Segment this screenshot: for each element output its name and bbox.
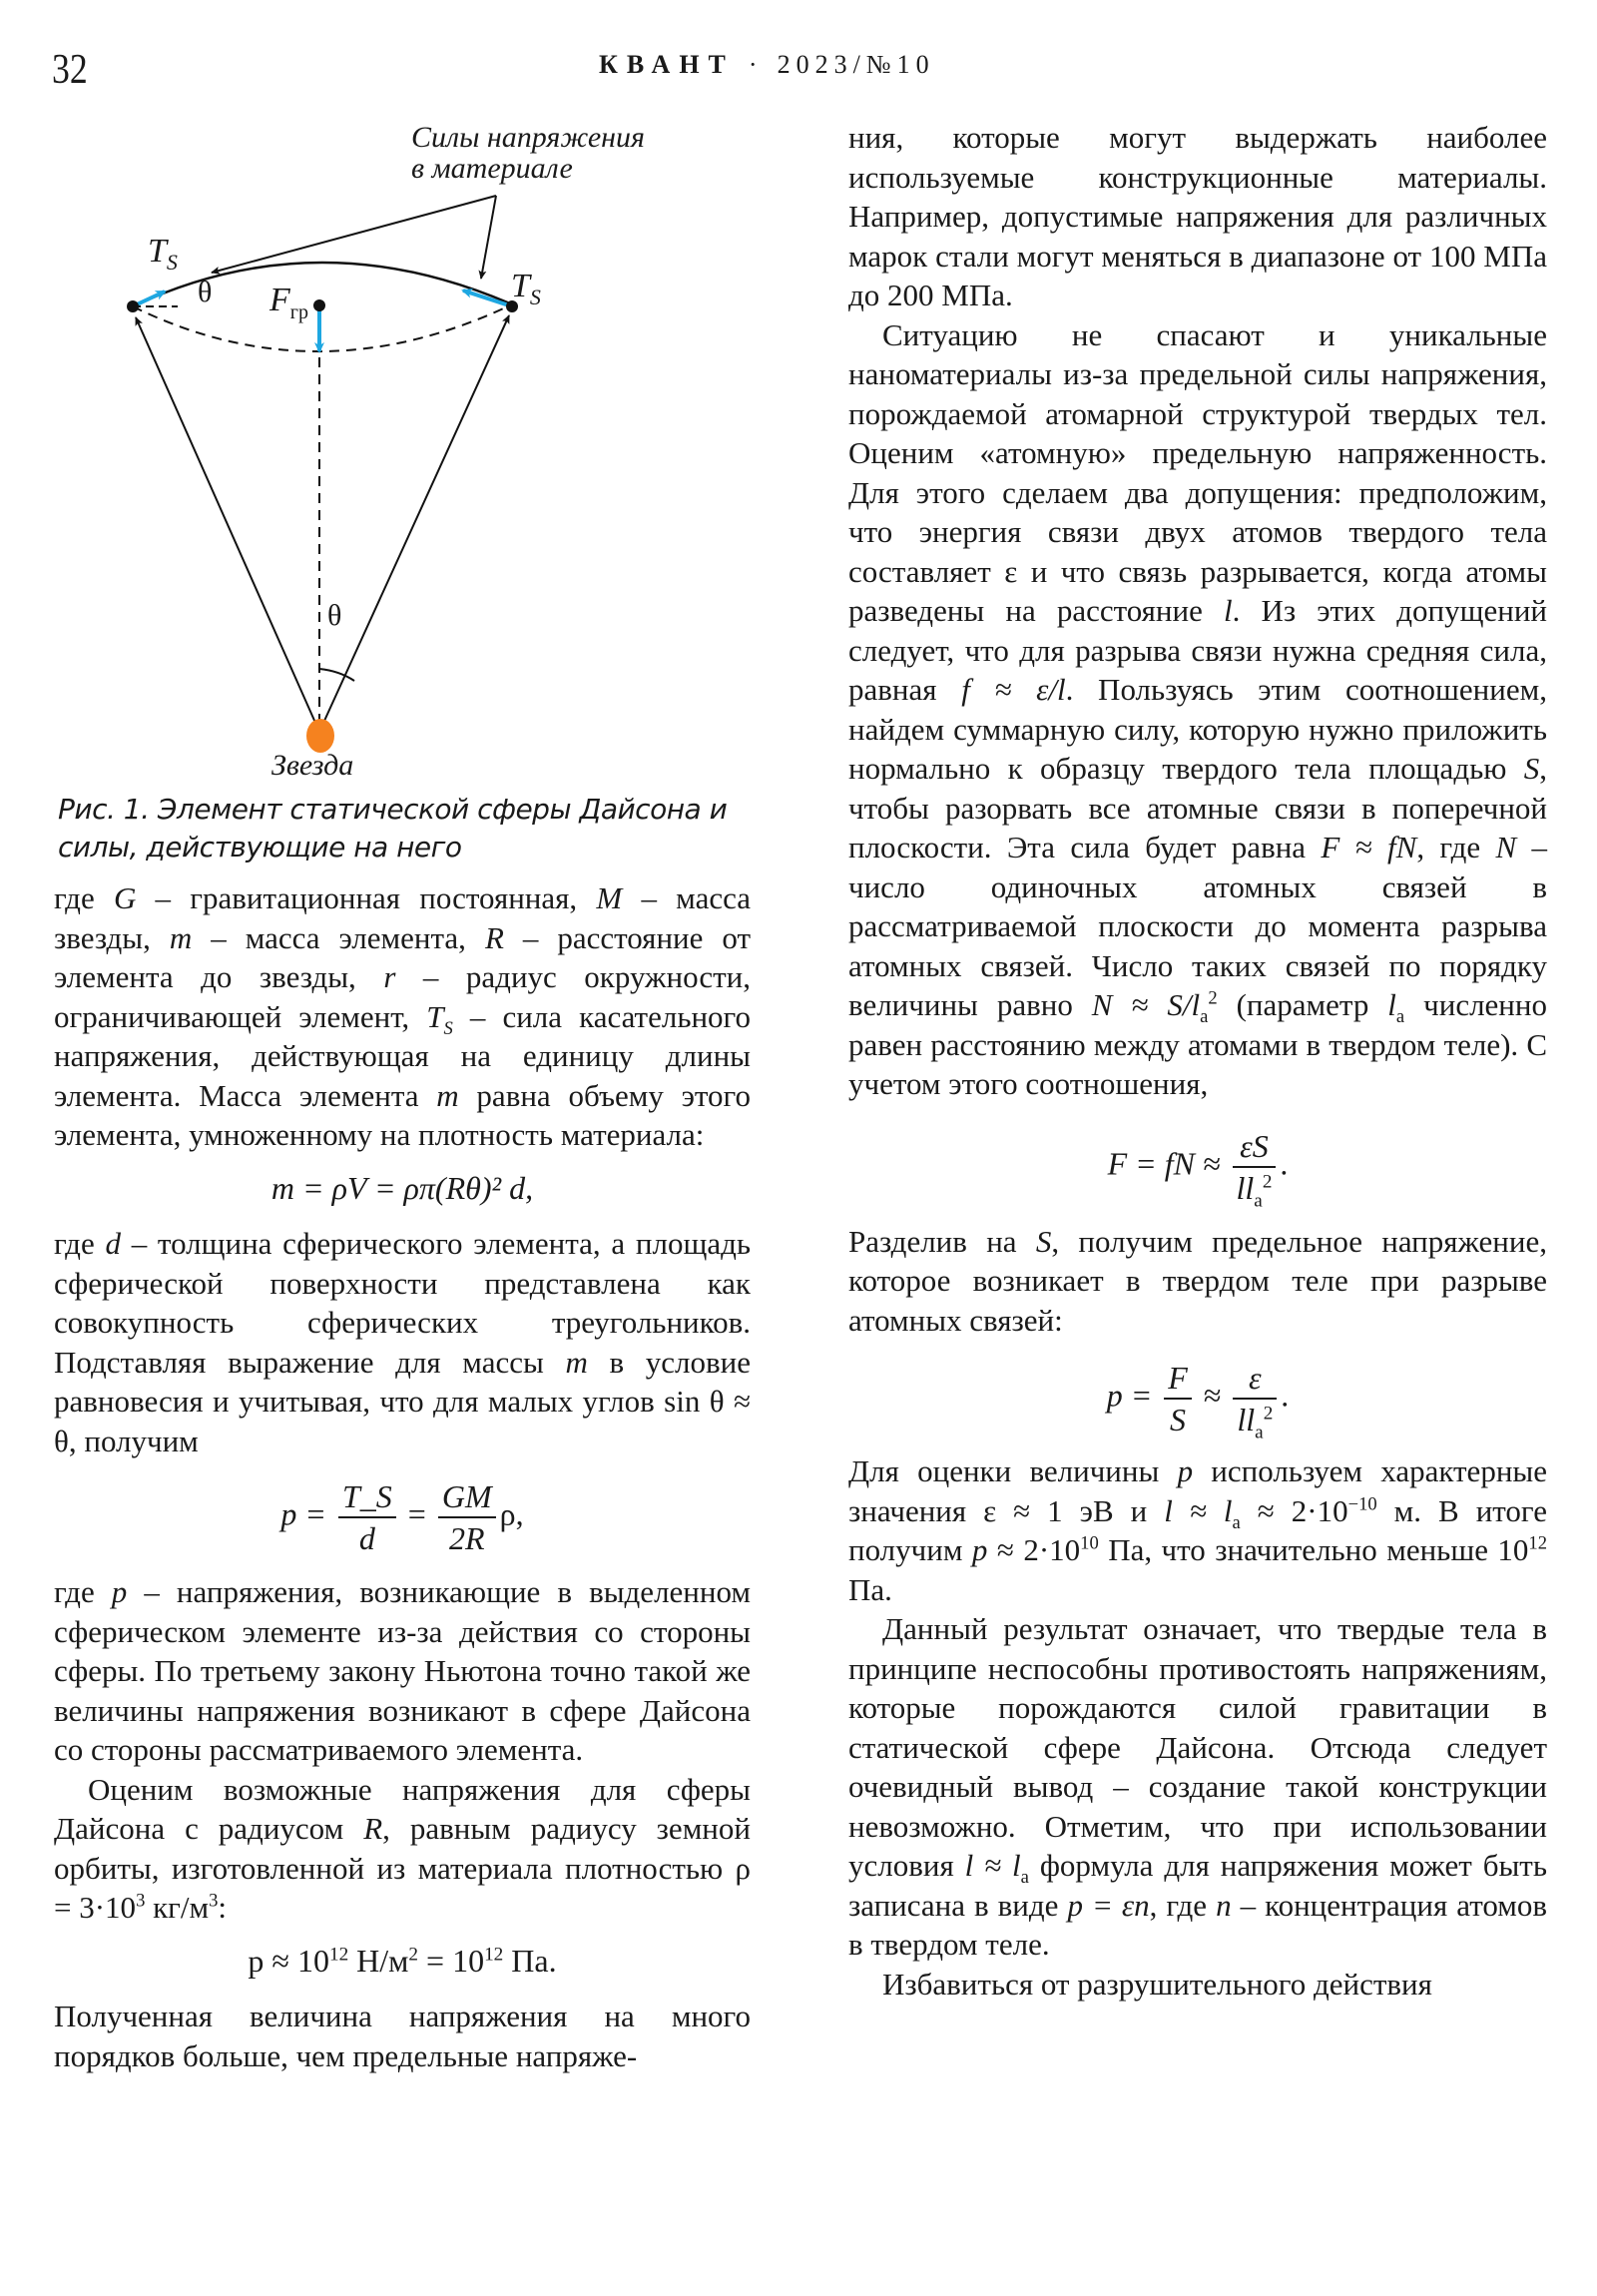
right-column [848,118,1547,2004]
cone-left-edge [136,317,319,732]
ts-right-label: $T_S$ [511,268,541,309]
paragraph: Разделив на S, получим предельное напряжение, которое возникает в твердом теле при разрыве атомных связей: [848,1223,1547,1338]
left-column [54,878,751,2075]
paragraph: Данный результат означает, что твердые тела в принципе неспособны противостоять напряжениям, которые порождаются силой гравитации в статической сфере Дайсона. Отсюда следует очевидный вывод – создание такой конструкции невозможно. Отметим, что при использовании условия $l \approx l_а$ формула для напряжения может быть записана в виде p = εn, где n – концентрация атомов в твердом теле. [848,1611,1548,1962]
paragraph: где G – гравитационная постоянная, M – масса звезды, m – масса элемента, R – расстояние от элемента до звезды, r – радиус окружности, ограничивающей элемент, $T_S$ – сила касательного напряжения, действующая на единицу длины элемента. Масса элемента m равна объему этого элемента, умноженному на плотность материала: [54,880,752,1152]
paragraph: Избавиться от разрушительного действия [882,1966,1432,2002]
theta-label-top: θ [198,276,213,308]
paragraph: Полученная величина напряжения на много порядков больше, чем предельные напряже- [54,1999,751,2073]
formula-stress: p = $\frac{T\_S}{d}$ = $\frac{GM}{2R}$ ρ, [280,1478,524,1556]
figure-dyson-sphere-element [60,110,779,789]
element-lower-arc [133,304,512,351]
paragraph: где p – напряжения, возникающие в выделенном сферическом элементе из-за действия со стороны сферы. По третьему закону Ньютона точно такой же величины напряжения возникают в сфере Дайсона со стороны рассматриваемого элемента. [54,1574,752,1767]
paragraph: Ситуацию не спасают и уникальные наноматериалы из-за предельной силы напряжения, порождаемой атомарной структурой твердых тел. Оценим «атомную» предельную напряженность. Для этого сделаем два допущения: предположим, что энергия связи двух атомов твердого тела составляет ε и что связь разрывается, когда атомы разведены на расстояние l. Из этих допущений следует, что для разрыва связи нужна средняя сила, равная f ≈ ε/l. Пользуясь этим соотношением, найдем суммарную силу, которую нужно приложить нормально к образцу твердого тела площадью S, чтобы разорвать все атомные связи в поперечной плоскости. Эта сила будет равна F ≈ fN, где N – число одиночных атомных связей в рассматриваемой плоскости до момента разрыва атомных связей. Число таких связей по порядку величины равно $N \approx S/l_а^2$ (параметр $l_а$ численно равен расстоянию между атомами в твердом теле). С учетом этого соотношения, [848,316,1548,1101]
running-head [599,50,935,80]
paragraph: где d – толщина сферического элемента, а площадь сферической поверхности представлена как совокупность сферических треугольников. Подставляя выражение для массы m в условие равновесия и учитывая, что для малых углов sin θ ≈ θ, получим [54,1226,752,1458]
pointer-arrow-right [481,196,496,279]
magazine-title: КВАНТ [599,50,735,79]
tension-arrow-left [135,291,165,305]
paragraph: Оценим возможные напряжения для сферы Дайсона с радиусом R, равным радиусу земной орбиты, изготовленной из материала плотностью $\rho = 3\cdot 10^3$ $кг/м^3$: [54,1771,751,1925]
fgr-label: $F_{гр}$ [269,282,308,323]
pointer-arrow-left [212,196,496,273]
paragraph: ния, которые могут выдержать наиболее используемые конструкционные материалы. Например, допустимые напряжения для различных марок стали могут меняться в диапазоне от 100 МПа до 200 МПа. [848,120,1547,312]
formula-stress-estimate: $p \approx 10^{12}$ $Н/м^2 = 10^{12}$ Па. [248,1942,557,1979]
cone-diagram [60,110,779,789]
paragraph: Для оценки величины p используем характерные значения ε ≈ 1 эВ и $l \approx l_а \approx 2\cdot 10^{-10}$ м. В итоге получим $p \approx 2\cdot 10^{10}$ Па, что значительно меньше $10^{12}$ Па. [848,1453,1547,1607]
formula-mass: m = ρV = ρπ(Rθ)² d, [270,1169,534,1206]
cone-right-edge [319,315,509,732]
forces-label: Силы напряжения в материале [411,121,645,185]
formula-limit-stress: p = $\frac{F}{S}$ ≈ $\frac{\varepsilon}{ll_а^2}$ . [1106,1360,1290,1443]
theta-label-bottom: θ [327,599,342,632]
element-upper-arc [133,263,512,306]
star-icon [306,719,334,753]
issue-number: 2023/№10 [777,50,935,79]
star-label: Звезда [271,749,354,782]
figure-caption: Рис. 1. Элемент статической сферы Дайсона и силы, действующие на него [58,793,728,863]
header-separator: · [748,50,764,79]
formula-total-force: F = fN ≈ $\frac{\varepsilon S}{ll_а^2}$ . [1107,1127,1289,1211]
ts-left-label: $T_S$ [148,233,178,275]
page-number: 32 [52,47,88,93]
